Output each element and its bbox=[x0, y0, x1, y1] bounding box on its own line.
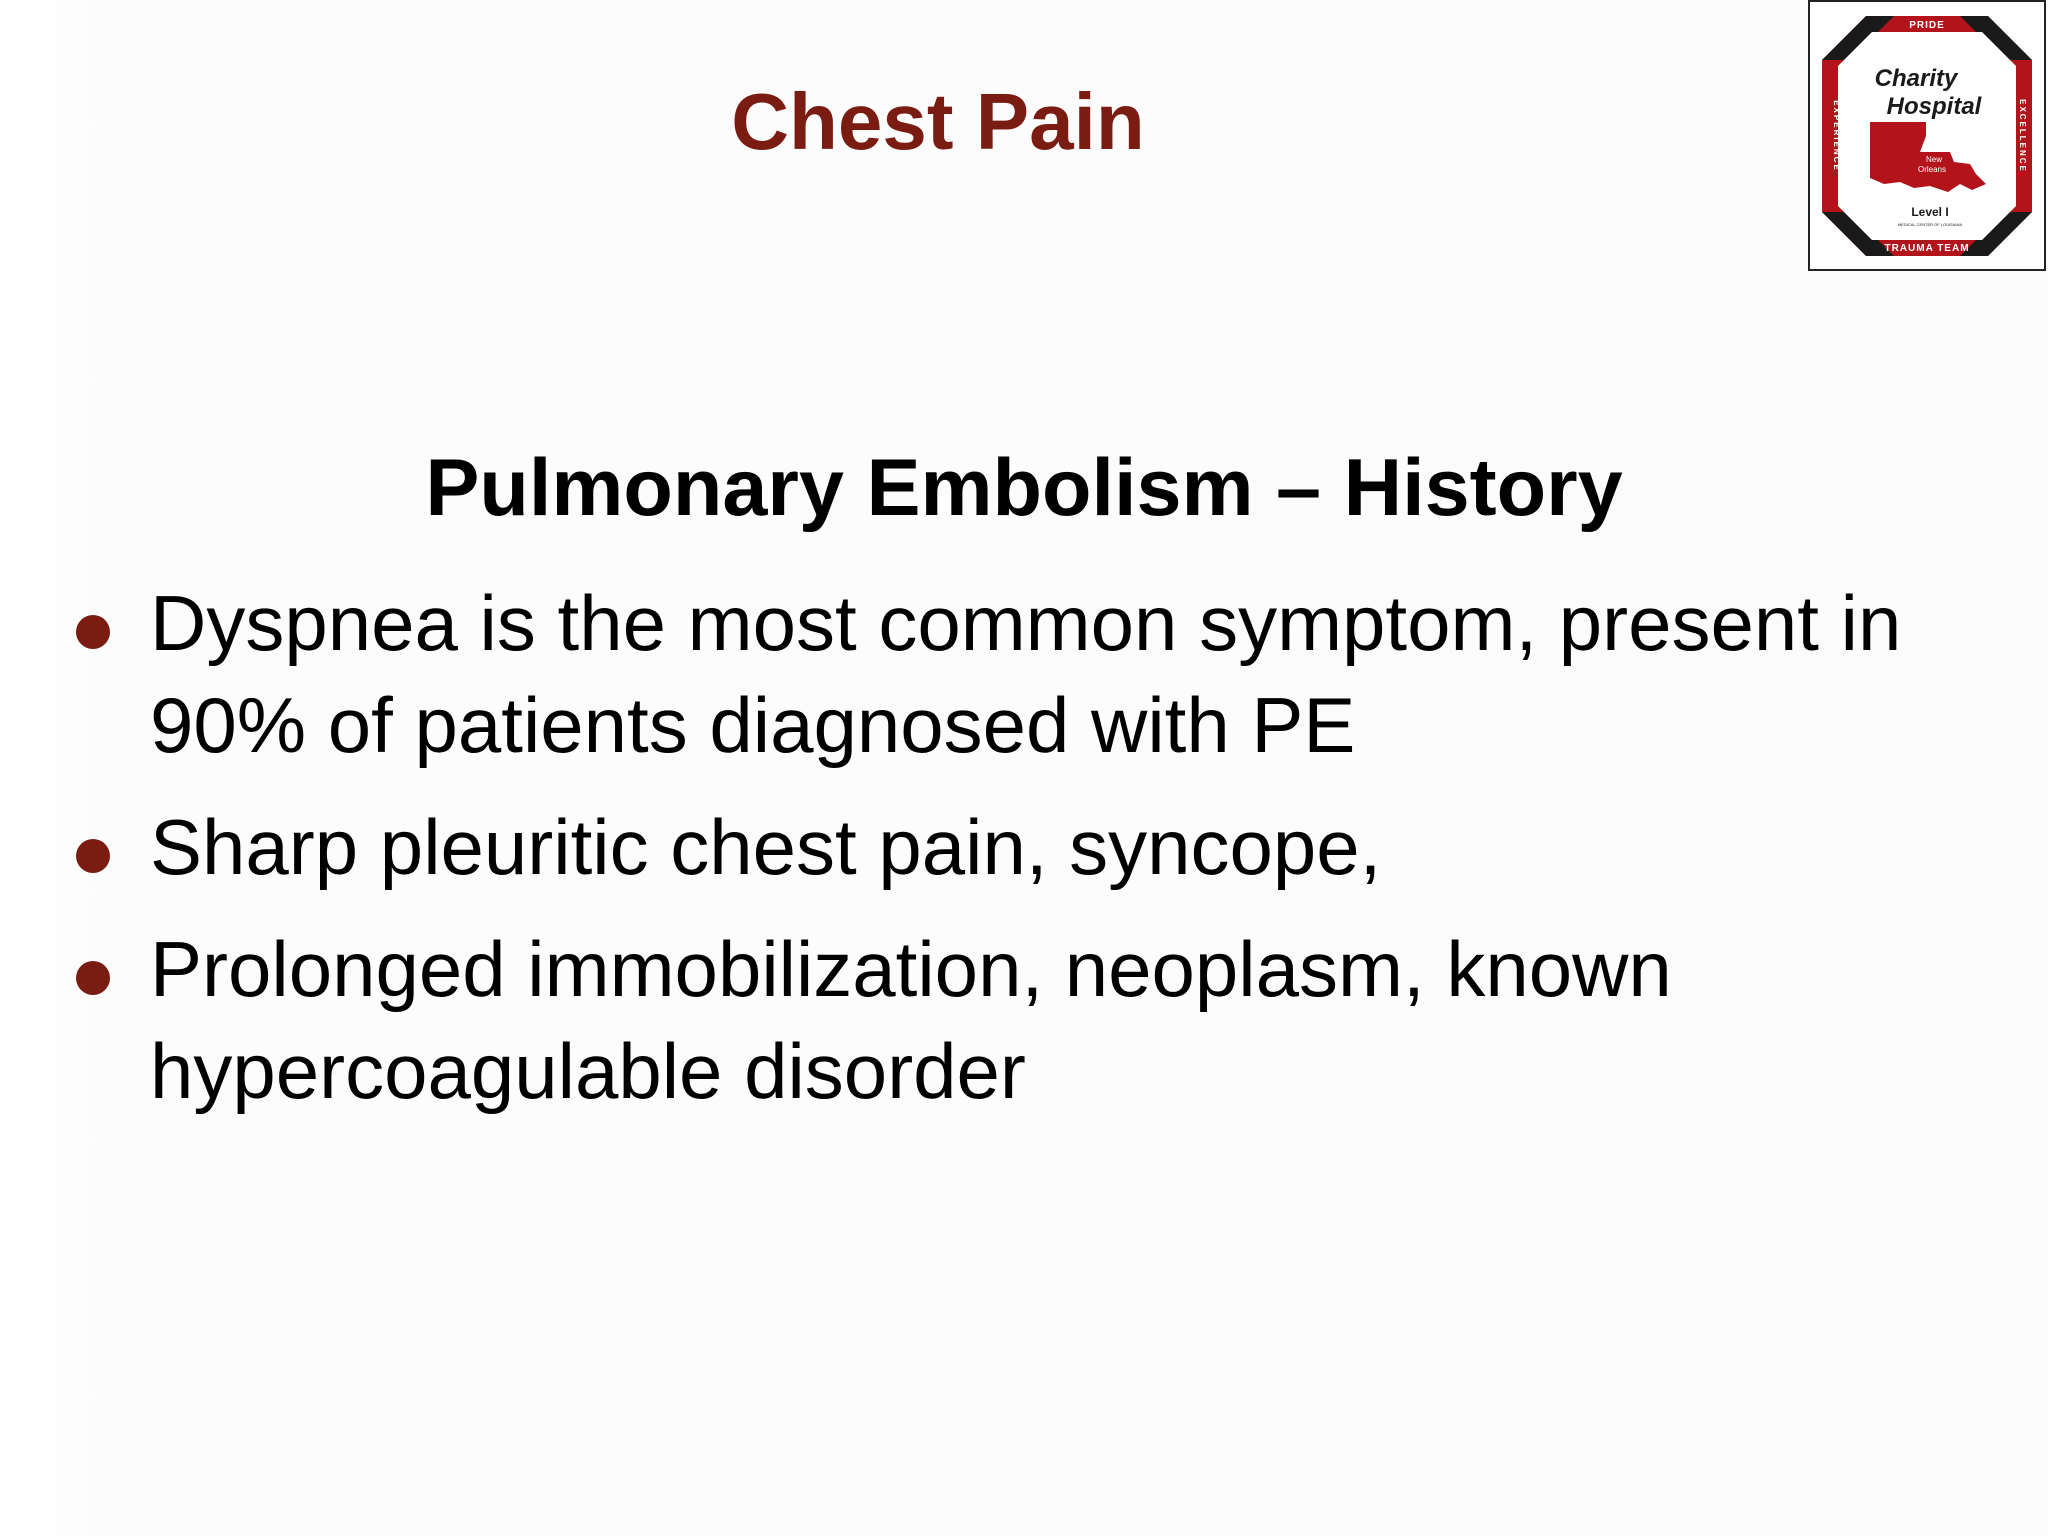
section-heading: Pulmonary Embolism – History bbox=[425, 443, 1623, 533]
logo-top-text: PRIDE bbox=[1909, 20, 1945, 31]
logo-right-text: EXCELLENCE bbox=[2018, 99, 2027, 173]
bullet-text: Prolonged immobilization, neoplasm, known hypercoagulable disorder bbox=[150, 925, 1672, 1115]
bullet-item bbox=[74, 796, 2034, 898]
charity-hospital-logo bbox=[1808, 0, 2046, 271]
slide-title: Chest Pain bbox=[731, 77, 1145, 166]
bullet-list bbox=[74, 572, 2034, 1142]
logo-name-line2: Hospital bbox=[1886, 93, 1982, 120]
logo-name-line1: Charity bbox=[1874, 65, 1958, 92]
bullet-item bbox=[74, 918, 2034, 1122]
logo-level: Level I bbox=[1911, 205, 1949, 219]
logo-city-line2: Orleans bbox=[1917, 165, 1947, 174]
logo-emblem bbox=[1810, 2, 2044, 269]
logo-left-text: EXPERIENCE bbox=[1832, 100, 1841, 172]
bullet-icon bbox=[76, 961, 110, 995]
logo-bottom-text: TRAUMA TEAM bbox=[1884, 243, 1970, 254]
logo-city-line1: New bbox=[1925, 155, 1943, 164]
bullet-text: Sharp pleuritic chest pain, syncope, bbox=[150, 803, 1382, 891]
bullet-icon bbox=[76, 615, 110, 649]
logo-small-text: MEDICAL CENTER OF LOUISIANA bbox=[1897, 222, 1963, 227]
bullet-item bbox=[74, 572, 2034, 776]
bullet-text: Dyspnea is the most common symptom, present in 90% of patients diagnosed with PE bbox=[150, 579, 1902, 769]
bullet-icon bbox=[76, 839, 110, 873]
